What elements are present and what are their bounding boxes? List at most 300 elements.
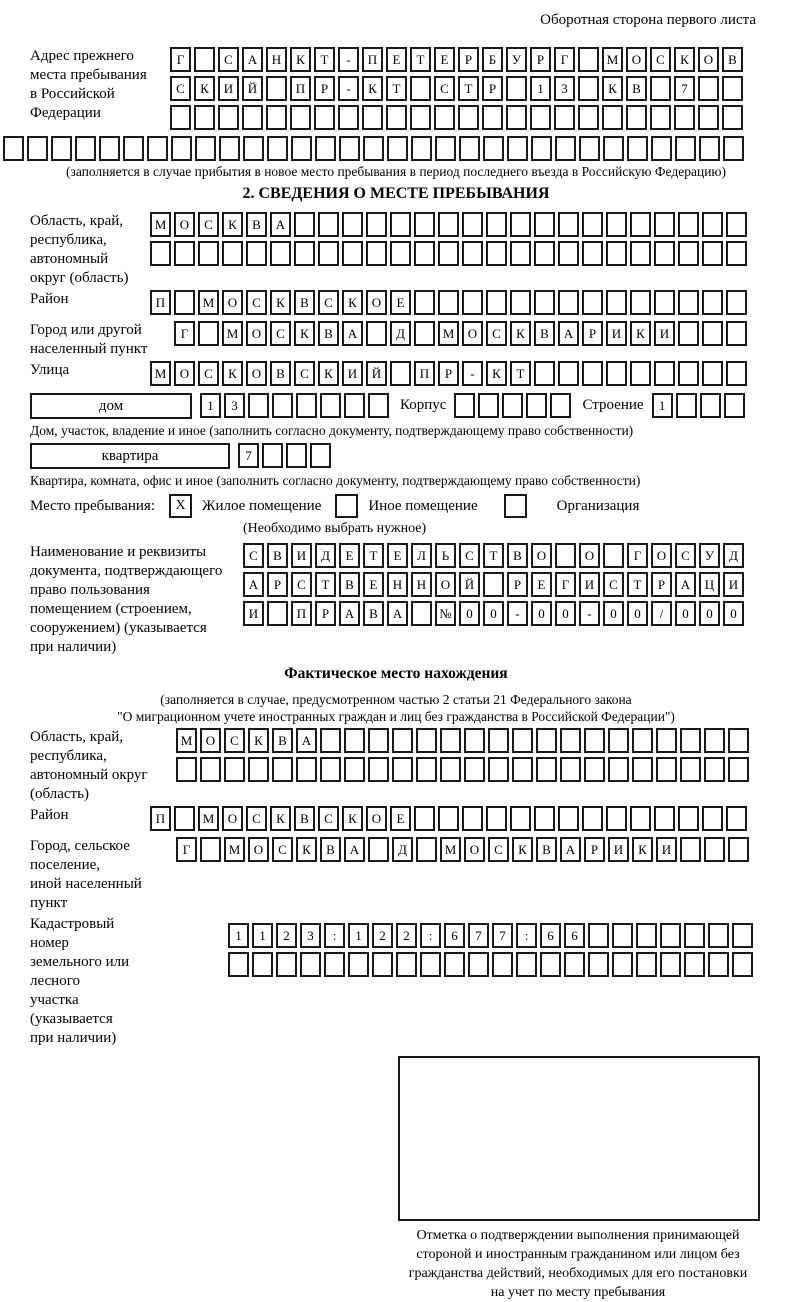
char-cell[interactable] xyxy=(194,105,215,130)
char-cell[interactable]: В xyxy=(294,806,315,831)
char-cell[interactable] xyxy=(414,290,435,315)
char-cell[interactable]: О xyxy=(651,543,672,568)
char-cell[interactable] xyxy=(291,136,312,161)
char-cell[interactable] xyxy=(534,806,555,831)
char-cell[interactable] xyxy=(660,923,681,948)
char-cell[interactable]: С xyxy=(294,361,315,386)
char-cell[interactable] xyxy=(262,443,283,468)
char-cell[interactable] xyxy=(440,757,461,782)
char-cell[interactable]: К xyxy=(296,837,317,862)
char-cell[interactable] xyxy=(654,361,675,386)
char-cell[interactable]: С xyxy=(434,76,455,101)
char-cell[interactable]: Т xyxy=(510,361,531,386)
char-cell[interactable] xyxy=(722,76,743,101)
char-cell[interactable]: С xyxy=(270,321,291,346)
char-cell[interactable]: М xyxy=(440,837,461,862)
char-cell[interactable] xyxy=(603,543,624,568)
char-cell[interactable] xyxy=(606,212,627,237)
char-cell[interactable]: - xyxy=(338,47,359,72)
char-cell[interactable] xyxy=(194,47,215,72)
char-cell[interactable] xyxy=(700,393,721,418)
char-cell[interactable]: : xyxy=(324,923,345,948)
char-cell[interactable] xyxy=(390,241,411,266)
char-cell[interactable] xyxy=(630,290,651,315)
char-cell[interactable] xyxy=(243,136,264,161)
char-cell[interactable]: С xyxy=(318,290,339,315)
char-cell[interactable]: К xyxy=(290,47,311,72)
char-cell[interactable]: С xyxy=(198,212,219,237)
char-cell[interactable]: И xyxy=(218,76,239,101)
char-cell[interactable]: В xyxy=(534,321,555,346)
char-cell[interactable] xyxy=(414,212,435,237)
char-cell[interactable]: К xyxy=(362,76,383,101)
char-cell[interactable]: Р xyxy=(315,601,336,626)
char-cell[interactable] xyxy=(506,76,527,101)
char-cell[interactable] xyxy=(344,757,365,782)
char-cell[interactable]: Р xyxy=(458,47,479,72)
char-cell[interactable]: Й xyxy=(459,572,480,597)
char-cell[interactable] xyxy=(444,952,465,977)
char-cell[interactable] xyxy=(726,321,747,346)
char-cell[interactable] xyxy=(510,806,531,831)
char-cell[interactable] xyxy=(558,241,579,266)
char-cell[interactable]: 6 xyxy=(540,923,561,948)
char-cell[interactable] xyxy=(726,241,747,266)
char-cell[interactable]: : xyxy=(420,923,441,948)
char-cell[interactable] xyxy=(440,728,461,753)
char-cell[interactable]: Р xyxy=(651,572,672,597)
char-cell[interactable] xyxy=(198,321,219,346)
char-cell[interactable] xyxy=(560,757,581,782)
char-cell[interactable]: К xyxy=(342,290,363,315)
char-cell[interactable]: 2 xyxy=(276,923,297,948)
char-cell[interactable] xyxy=(174,241,195,266)
char-cell[interactable] xyxy=(726,290,747,315)
char-cell[interactable] xyxy=(550,393,571,418)
char-cell[interactable]: К xyxy=(222,212,243,237)
char-cell[interactable] xyxy=(510,290,531,315)
char-cell[interactable]: Д xyxy=(723,543,744,568)
char-cell[interactable] xyxy=(294,212,315,237)
char-cell[interactable]: П xyxy=(362,47,383,72)
char-cell[interactable]: М xyxy=(438,321,459,346)
char-cell[interactable]: Р xyxy=(314,76,335,101)
char-cell[interactable]: С xyxy=(318,806,339,831)
char-cell[interactable]: Е xyxy=(434,47,455,72)
char-cell[interactable] xyxy=(454,393,475,418)
char-cell[interactable]: О xyxy=(174,212,195,237)
char-cell[interactable]: 6 xyxy=(564,923,585,948)
char-cell[interactable] xyxy=(344,728,365,753)
char-cell[interactable] xyxy=(99,136,120,161)
char-cell[interactable] xyxy=(612,923,633,948)
char-cell[interactable]: 1 xyxy=(228,923,249,948)
char-cell[interactable]: К xyxy=(318,361,339,386)
char-cell[interactable]: Е xyxy=(531,572,552,597)
char-cell[interactable]: Е xyxy=(363,572,384,597)
char-cell[interactable] xyxy=(654,241,675,266)
char-cell[interactable] xyxy=(368,837,389,862)
char-cell[interactable] xyxy=(438,212,459,237)
char-cell[interactable]: 3 xyxy=(300,923,321,948)
char-cell[interactable] xyxy=(270,241,291,266)
char-cell[interactable]: Т xyxy=(627,572,648,597)
char-cell[interactable]: Г xyxy=(554,47,575,72)
char-cell[interactable]: С xyxy=(459,543,480,568)
char-cell[interactable] xyxy=(338,105,359,130)
char-cell[interactable] xyxy=(627,136,648,161)
char-cell[interactable] xyxy=(416,837,437,862)
char-cell[interactable] xyxy=(582,806,603,831)
char-cell[interactable]: 0 xyxy=(675,601,696,626)
char-cell[interactable] xyxy=(588,952,609,977)
char-cell[interactable]: К xyxy=(270,806,291,831)
char-cell[interactable]: 2 xyxy=(396,923,417,948)
char-cell[interactable] xyxy=(732,923,753,948)
char-cell[interactable]: М xyxy=(222,321,243,346)
char-cell[interactable]: И xyxy=(656,837,677,862)
char-cell[interactable] xyxy=(680,757,701,782)
char-cell[interactable]: М xyxy=(224,837,245,862)
char-cell[interactable] xyxy=(654,290,675,315)
char-cell[interactable] xyxy=(416,728,437,753)
char-cell[interactable] xyxy=(366,321,387,346)
char-cell[interactable]: С xyxy=(198,361,219,386)
char-cell[interactable]: С xyxy=(246,806,267,831)
char-cell[interactable]: В xyxy=(320,837,341,862)
char-cell[interactable] xyxy=(678,241,699,266)
char-cell[interactable] xyxy=(702,361,723,386)
char-cell[interactable]: 3 xyxy=(224,393,245,418)
char-cell[interactable] xyxy=(626,105,647,130)
char-cell[interactable] xyxy=(675,136,696,161)
char-cell[interactable]: Г xyxy=(170,47,191,72)
char-cell[interactable]: А xyxy=(296,728,317,753)
char-cell[interactable] xyxy=(632,757,653,782)
char-cell[interactable] xyxy=(462,290,483,315)
char-cell[interactable]: Н xyxy=(266,47,287,72)
char-cell[interactable] xyxy=(464,728,485,753)
char-cell[interactable] xyxy=(656,757,677,782)
char-cell[interactable] xyxy=(318,212,339,237)
char-cell[interactable] xyxy=(342,212,363,237)
char-cell[interactable]: С xyxy=(170,76,191,101)
char-cell[interactable]: С xyxy=(488,837,509,862)
char-cell[interactable] xyxy=(462,212,483,237)
char-cell[interactable]: О xyxy=(200,728,221,753)
char-cell[interactable]: О xyxy=(174,361,195,386)
char-cell[interactable]: В xyxy=(363,601,384,626)
char-cell[interactable]: А xyxy=(344,837,365,862)
char-cell[interactable]: О xyxy=(246,361,267,386)
char-cell[interactable] xyxy=(286,443,307,468)
char-cell[interactable] xyxy=(300,952,321,977)
char-cell[interactable] xyxy=(582,361,603,386)
char-cell[interactable] xyxy=(339,136,360,161)
char-cell[interactable] xyxy=(468,952,489,977)
char-cell[interactable]: Е xyxy=(387,543,408,568)
char-cell[interactable] xyxy=(200,837,221,862)
char-cell[interactable]: О xyxy=(626,47,647,72)
char-cell[interactable] xyxy=(603,136,624,161)
char-cell[interactable] xyxy=(363,136,384,161)
char-cell[interactable] xyxy=(636,923,657,948)
char-cell[interactable]: П xyxy=(290,76,311,101)
char-cell[interactable]: К xyxy=(510,321,531,346)
char-cell[interactable]: О xyxy=(698,47,719,72)
char-cell[interactable] xyxy=(584,728,605,753)
char-cell[interactable]: С xyxy=(272,837,293,862)
char-cell[interactable] xyxy=(387,136,408,161)
char-cell[interactable] xyxy=(396,952,417,977)
char-cell[interactable] xyxy=(698,76,719,101)
char-cell[interactable]: И xyxy=(608,837,629,862)
char-cell[interactable] xyxy=(219,136,240,161)
char-cell[interactable]: Е xyxy=(386,47,407,72)
char-cell[interactable] xyxy=(195,136,216,161)
char-cell[interactable] xyxy=(578,105,599,130)
char-cell[interactable]: Р xyxy=(582,321,603,346)
char-cell[interactable] xyxy=(248,393,269,418)
char-cell[interactable] xyxy=(310,443,331,468)
char-cell[interactable]: С xyxy=(246,290,267,315)
char-cell[interactable]: О xyxy=(531,543,552,568)
char-cell[interactable]: Й xyxy=(366,361,387,386)
char-cell[interactable]: 0 xyxy=(459,601,480,626)
char-cell[interactable]: Г xyxy=(174,321,195,346)
char-cell[interactable]: Р xyxy=(530,47,551,72)
char-cell[interactable] xyxy=(650,76,671,101)
char-cell[interactable] xyxy=(296,757,317,782)
char-cell[interactable] xyxy=(368,757,389,782)
organization-checkbox[interactable] xyxy=(504,494,527,518)
char-cell[interactable]: К xyxy=(342,806,363,831)
char-cell[interactable]: С xyxy=(650,47,671,72)
char-cell[interactable] xyxy=(392,757,413,782)
char-cell[interactable] xyxy=(267,601,288,626)
char-cell[interactable]: О xyxy=(366,290,387,315)
char-cell[interactable] xyxy=(486,290,507,315)
char-cell[interactable] xyxy=(242,105,263,130)
char-cell[interactable] xyxy=(486,212,507,237)
char-cell[interactable] xyxy=(555,543,576,568)
char-cell[interactable] xyxy=(726,361,747,386)
char-cell[interactable]: А xyxy=(387,601,408,626)
char-cell[interactable] xyxy=(390,212,411,237)
char-cell[interactable] xyxy=(366,212,387,237)
char-cell[interactable]: Т xyxy=(314,47,335,72)
char-cell[interactable] xyxy=(678,321,699,346)
char-cell[interactable]: М xyxy=(150,212,171,237)
char-cell[interactable] xyxy=(702,241,723,266)
char-cell[interactable] xyxy=(636,952,657,977)
char-cell[interactable] xyxy=(630,806,651,831)
char-cell[interactable] xyxy=(248,757,269,782)
char-cell[interactable] xyxy=(483,136,504,161)
char-cell[interactable]: М xyxy=(602,47,623,72)
char-cell[interactable] xyxy=(530,105,551,130)
char-cell[interactable] xyxy=(512,728,533,753)
char-cell[interactable] xyxy=(588,923,609,948)
char-cell[interactable]: Н xyxy=(411,572,432,597)
other-premises-checkbox[interactable] xyxy=(335,494,358,518)
char-cell[interactable]: Т xyxy=(458,76,479,101)
char-cell[interactable] xyxy=(502,393,523,418)
char-cell[interactable] xyxy=(584,757,605,782)
char-cell[interactable]: К xyxy=(248,728,269,753)
char-cell[interactable] xyxy=(462,806,483,831)
char-cell[interactable]: С xyxy=(243,543,264,568)
char-cell[interactable] xyxy=(554,105,575,130)
char-cell[interactable] xyxy=(704,837,725,862)
char-cell[interactable] xyxy=(704,728,725,753)
char-cell[interactable] xyxy=(660,952,681,977)
char-cell[interactable] xyxy=(555,136,576,161)
char-cell[interactable] xyxy=(27,136,48,161)
char-cell[interactable]: О xyxy=(462,321,483,346)
char-cell[interactable]: 7 xyxy=(468,923,489,948)
char-cell[interactable] xyxy=(578,76,599,101)
char-cell[interactable] xyxy=(171,136,192,161)
char-cell[interactable]: К xyxy=(486,361,507,386)
char-cell[interactable] xyxy=(651,136,672,161)
char-cell[interactable]: 1 xyxy=(348,923,369,948)
char-cell[interactable]: О xyxy=(248,837,269,862)
char-cell[interactable]: 1 xyxy=(200,393,221,418)
char-cell[interactable] xyxy=(123,136,144,161)
char-cell[interactable] xyxy=(726,212,747,237)
char-cell[interactable]: А xyxy=(558,321,579,346)
char-cell[interactable] xyxy=(348,952,369,977)
char-cell[interactable]: Т xyxy=(315,572,336,597)
char-cell[interactable]: 7 xyxy=(492,923,513,948)
char-cell[interactable] xyxy=(266,76,287,101)
char-cell[interactable] xyxy=(558,806,579,831)
char-cell[interactable]: П xyxy=(150,290,171,315)
char-cell[interactable] xyxy=(410,105,431,130)
char-cell[interactable] xyxy=(728,757,749,782)
char-cell[interactable]: С xyxy=(224,728,245,753)
char-cell[interactable]: И xyxy=(342,361,363,386)
char-cell[interactable]: Ь xyxy=(435,543,456,568)
char-cell[interactable] xyxy=(630,241,651,266)
char-cell[interactable]: Д xyxy=(315,543,336,568)
char-cell[interactable]: В xyxy=(318,321,339,346)
char-cell[interactable]: К xyxy=(194,76,215,101)
char-cell[interactable] xyxy=(526,393,547,418)
char-cell[interactable]: К xyxy=(674,47,695,72)
char-cell[interactable] xyxy=(438,290,459,315)
char-cell[interactable] xyxy=(296,393,317,418)
char-cell[interactable] xyxy=(654,806,675,831)
char-cell[interactable] xyxy=(314,105,335,130)
char-cell[interactable]: - xyxy=(579,601,600,626)
char-cell[interactable] xyxy=(531,136,552,161)
char-cell[interactable] xyxy=(198,241,219,266)
char-cell[interactable]: Т xyxy=(363,543,384,568)
char-cell[interactable]: И xyxy=(723,572,744,597)
char-cell[interactable] xyxy=(482,105,503,130)
char-cell[interactable] xyxy=(698,105,719,130)
char-cell[interactable] xyxy=(606,806,627,831)
char-cell[interactable] xyxy=(3,136,24,161)
char-cell[interactable] xyxy=(540,952,561,977)
char-cell[interactable] xyxy=(602,105,623,130)
char-cell[interactable] xyxy=(728,728,749,753)
char-cell[interactable] xyxy=(728,837,749,862)
char-cell[interactable]: В xyxy=(536,837,557,862)
char-cell[interactable] xyxy=(414,241,435,266)
char-cell[interactable]: Л xyxy=(411,543,432,568)
char-cell[interactable] xyxy=(608,728,629,753)
char-cell[interactable] xyxy=(534,241,555,266)
char-cell[interactable]: Г xyxy=(176,837,197,862)
char-cell[interactable] xyxy=(678,290,699,315)
char-cell[interactable] xyxy=(174,290,195,315)
char-cell[interactable]: Т xyxy=(483,543,504,568)
char-cell[interactable] xyxy=(726,806,747,831)
char-cell[interactable] xyxy=(674,105,695,130)
char-cell[interactable] xyxy=(416,757,437,782)
char-cell[interactable] xyxy=(534,361,555,386)
char-cell[interactable]: И xyxy=(291,543,312,568)
char-cell[interactable]: Б xyxy=(482,47,503,72)
char-cell[interactable]: В xyxy=(507,543,528,568)
char-cell[interactable] xyxy=(512,757,533,782)
char-cell[interactable]: И xyxy=(606,321,627,346)
char-cell[interactable] xyxy=(272,757,293,782)
char-cell[interactable]: И xyxy=(579,572,600,597)
char-cell[interactable]: К xyxy=(602,76,623,101)
char-cell[interactable] xyxy=(704,757,725,782)
char-cell[interactable] xyxy=(266,105,287,130)
char-cell[interactable]: В xyxy=(272,728,293,753)
char-cell[interactable] xyxy=(320,728,341,753)
char-cell[interactable]: Е xyxy=(390,290,411,315)
char-cell[interactable] xyxy=(732,952,753,977)
char-cell[interactable] xyxy=(51,136,72,161)
char-cell[interactable]: 1 xyxy=(652,393,673,418)
char-cell[interactable]: Н xyxy=(387,572,408,597)
char-cell[interactable]: С xyxy=(291,572,312,597)
char-cell[interactable] xyxy=(510,212,531,237)
char-cell[interactable] xyxy=(362,105,383,130)
char-cell[interactable]: Ц xyxy=(699,572,720,597)
char-cell[interactable] xyxy=(246,241,267,266)
char-cell[interactable] xyxy=(276,952,297,977)
char-cell[interactable] xyxy=(320,757,341,782)
char-cell[interactable] xyxy=(684,952,705,977)
char-cell[interactable]: Р xyxy=(267,572,288,597)
char-cell[interactable] xyxy=(366,241,387,266)
char-cell[interactable]: С xyxy=(675,543,696,568)
char-cell[interactable]: К xyxy=(270,290,291,315)
char-cell[interactable]: Р xyxy=(482,76,503,101)
char-cell[interactable]: 0 xyxy=(603,601,624,626)
char-cell[interactable]: Д xyxy=(390,321,411,346)
char-cell[interactable]: У xyxy=(699,543,720,568)
char-cell[interactable] xyxy=(582,290,603,315)
char-cell[interactable]: : xyxy=(516,923,537,948)
char-cell[interactable] xyxy=(458,105,479,130)
char-cell[interactable] xyxy=(702,290,723,315)
char-cell[interactable] xyxy=(272,393,293,418)
char-cell[interactable] xyxy=(315,136,336,161)
char-cell[interactable]: К xyxy=(294,321,315,346)
char-cell[interactable] xyxy=(510,241,531,266)
char-cell[interactable] xyxy=(368,393,389,418)
char-cell[interactable] xyxy=(678,806,699,831)
